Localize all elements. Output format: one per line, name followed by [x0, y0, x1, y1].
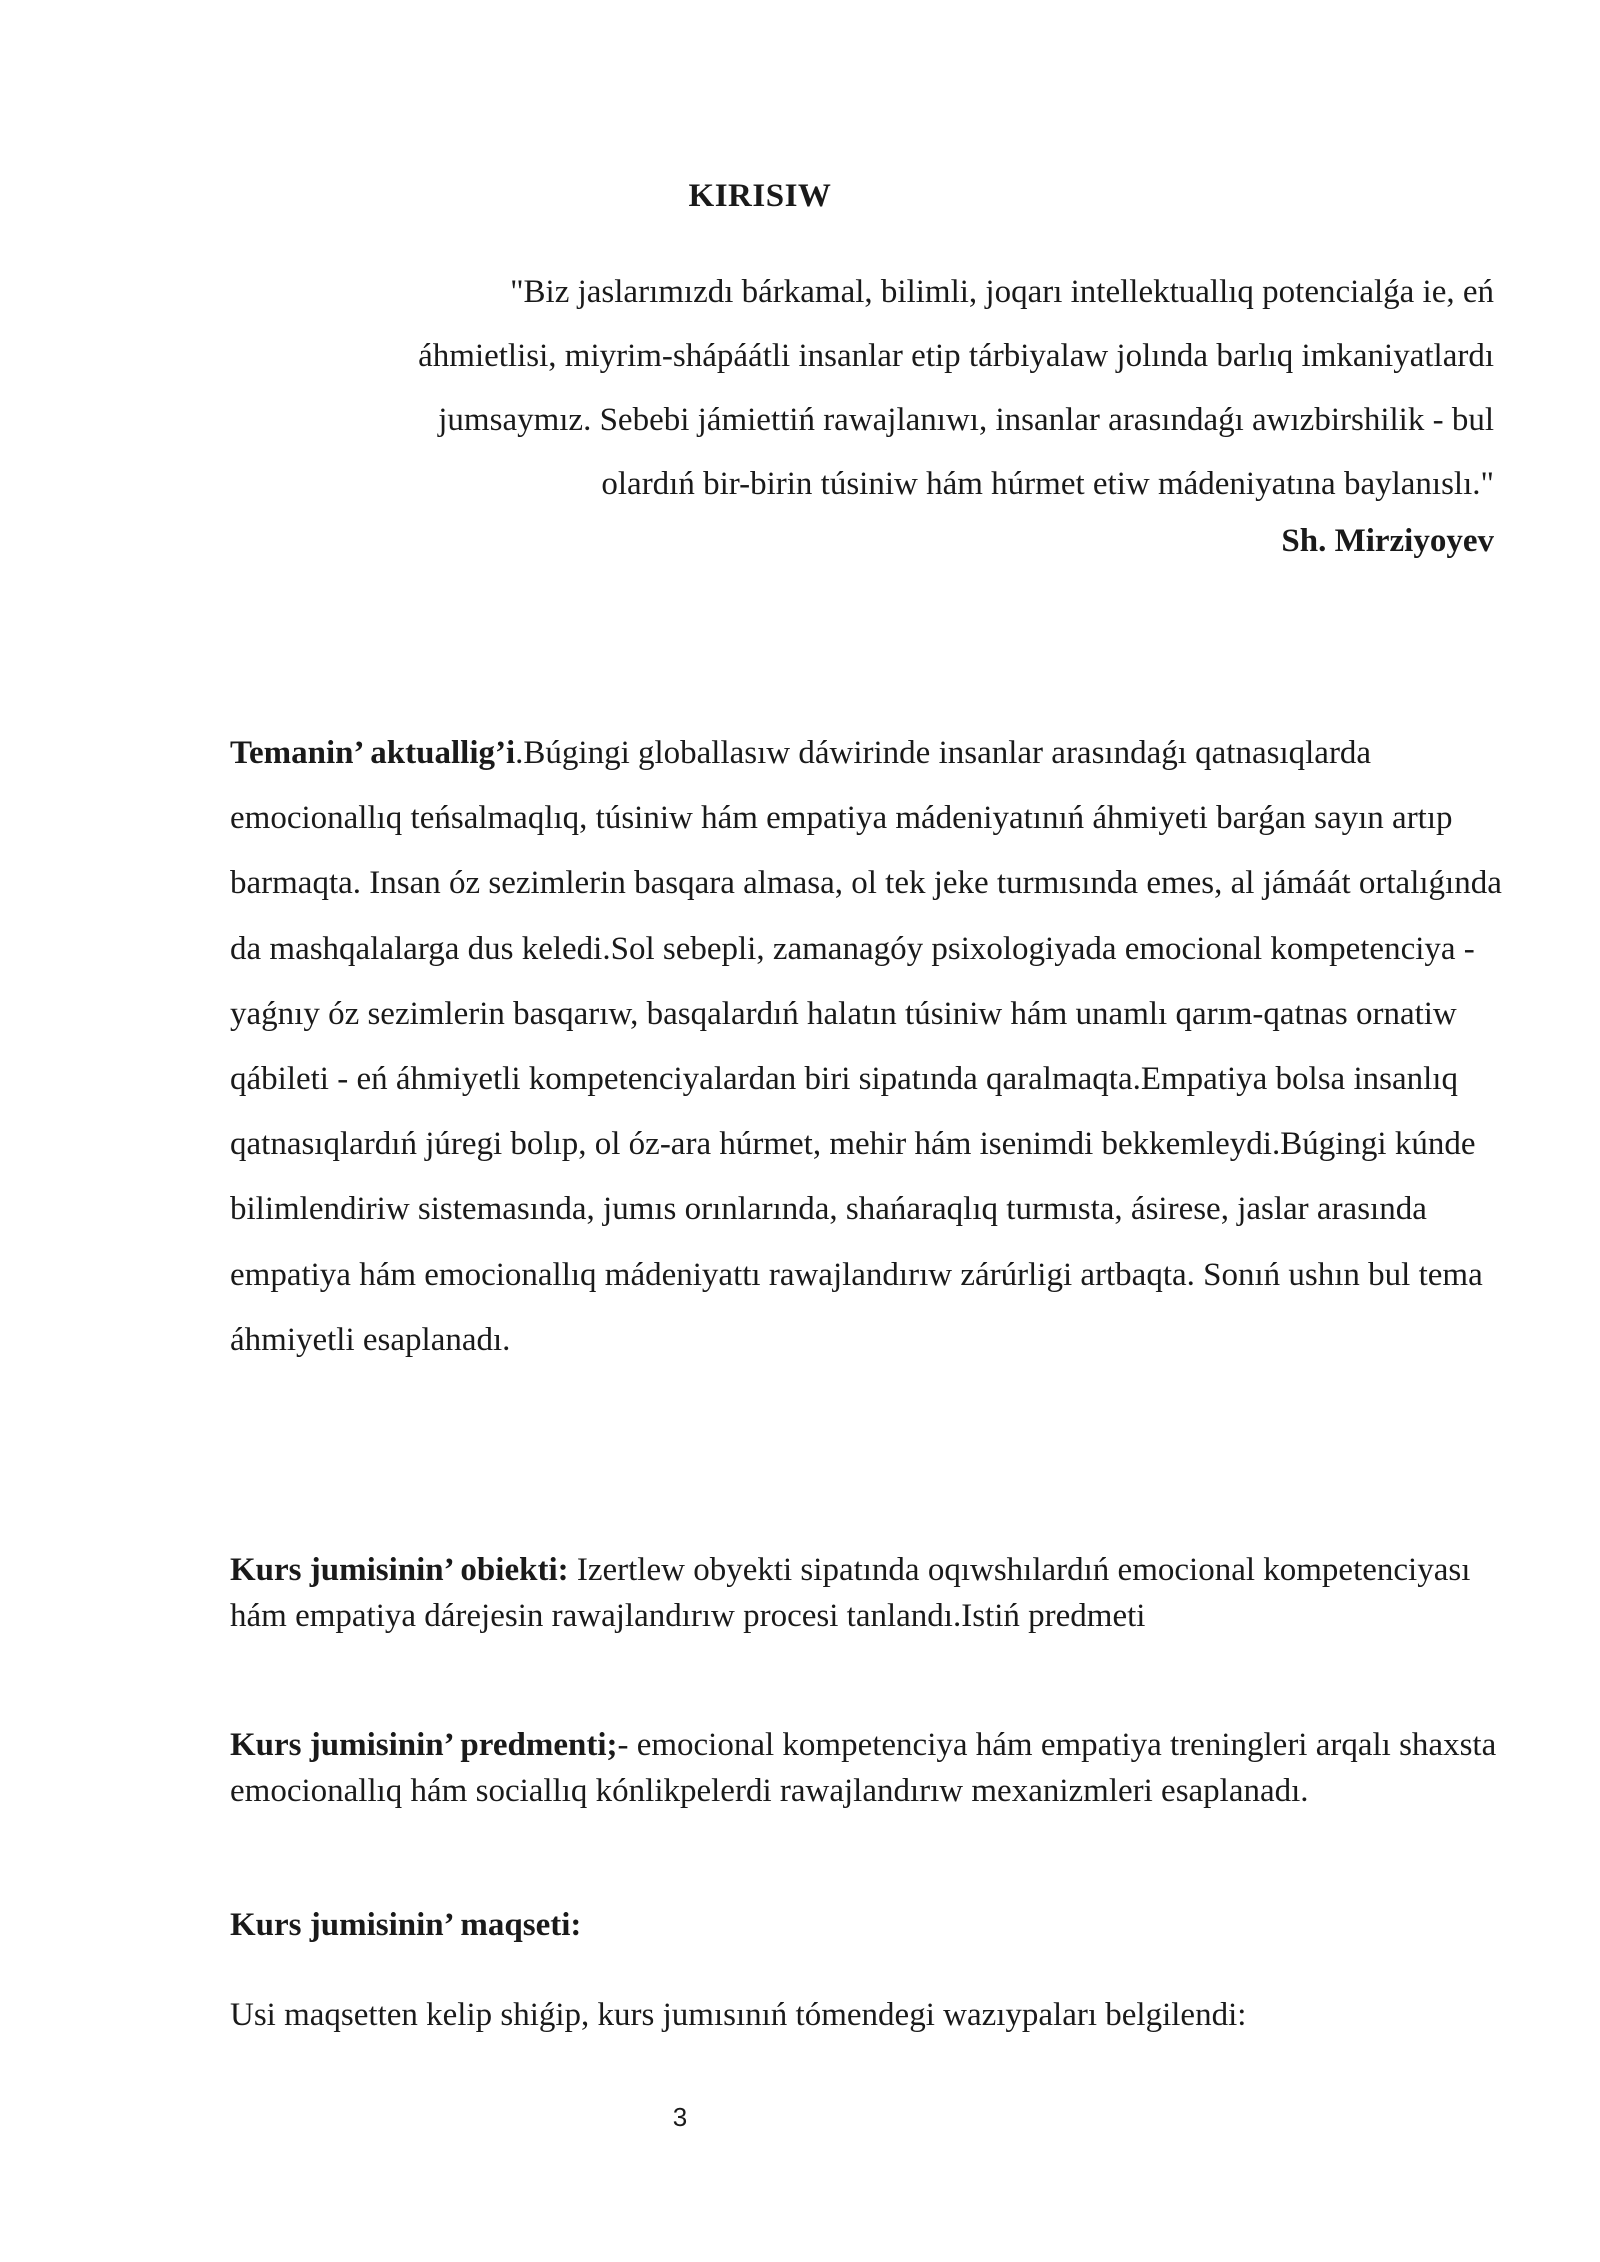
epigraph-quote — [230, 260, 1494, 516]
maqset-label: Kurs jumisinin’ maqseti: — [230, 1907, 582, 1943]
predmet-label: Kurs jumisinin’ predmenti; — [230, 1727, 618, 1763]
epigraph-author: Sh. Mirziyoyev — [1281, 523, 1494, 559]
obiekt-paragraph — [230, 1547, 1520, 1639]
obiekt-label: Kurs jumisinin’ obiekti: — [230, 1552, 569, 1588]
predmet-paragraph — [230, 1722, 1520, 1814]
maqset-heading — [230, 1902, 1520, 1948]
page-title: KIRISIW — [688, 178, 832, 214]
aktuallik-label: Temanin’ aktuallig’i — [230, 735, 516, 771]
epigraph-line: "Biz jaslarımızdı bárkamal, bilimli, joqarı intellektuallıq potencialǵa ie, eń — [510, 274, 1494, 310]
aktuallik-text: .Búgingi globallasıw dáwirinde insanlar arasındaǵı qatnasıqlarda emocionallıq teńsalmaqlıq, túsiniw hám empatiya mádeniyatınıń áhmiyeti barǵan sayın artıp barmaqta. Insan óz sezimlerin basqara almasa, ol tek jeke turmısında emes, al jámáát ortalıǵında da mashqalalarga dus keledi.Sol sebepli, zamanagóy psixologiyada emocional kompetenciya - yaǵnıy óz sezimlerin basqarıw, basqalardıń halatın túsiniw hám unamlı qarım-qatnas ornatiw qábileti - eń áhmiyetli kompetenciyalardan biri sipatında qaralmaqta.Empatiya bolsa insanlıq qatnasıqlardıń júregi bolıp, ol óz-ara húrmet, mehir hám isenimdi bekkemleydi.Búgingi kúnde bilimlendiriw sistemasında, jumıs orınlarında, shańaraqlıq turmısta, ásirese, jaslar arasında empatiya hám emocionallıq mádeniyattı rawajlandırıw zárúrligi artbaqta. Sonıń ushın bul tema áhmiyetli esaplanadı. — [230, 735, 1502, 1358]
usi-paragraph: Usi maqsetten kelip shiǵip, kurs jumısınıń tómendegi wazıypaları belgilendi: — [230, 1997, 1247, 2033]
epigraph-line: jumsaymız. Sebebi jámiettiń rawajlanıwı, insanlar arasındaǵı awızbirshilik - bul — [438, 402, 1494, 438]
page-number: 3 — [672, 2102, 688, 2132]
epigraph-line: áhmietlisi, miyrim-shápáátli insanlar etip tárbiyalaw jolında barlıq imkaniyatlardı — [418, 338, 1494, 374]
epigraph-line: olardıń bir-birin túsiniw hám húrmet etiw mádeniyatına baylanıslı." — [601, 466, 1494, 502]
obiekt-text: Izertlew obyekti sipatında oqıwshılardıń emocional kompetenciyası hám empatiya dárejesin rawajlandırıw procesi tanlandı.Istiń predmeti — [230, 1552, 1471, 1634]
aktuallik-paragraph — [230, 721, 1520, 1373]
predmet-text: - emocional kompetenciya hám empatiya treningleri arqalı shaxsta emocionallıq hám sociallıq kónlikpelerdi rawajlandırıw mexanizmleri esaplanadı. — [230, 1727, 1497, 1809]
